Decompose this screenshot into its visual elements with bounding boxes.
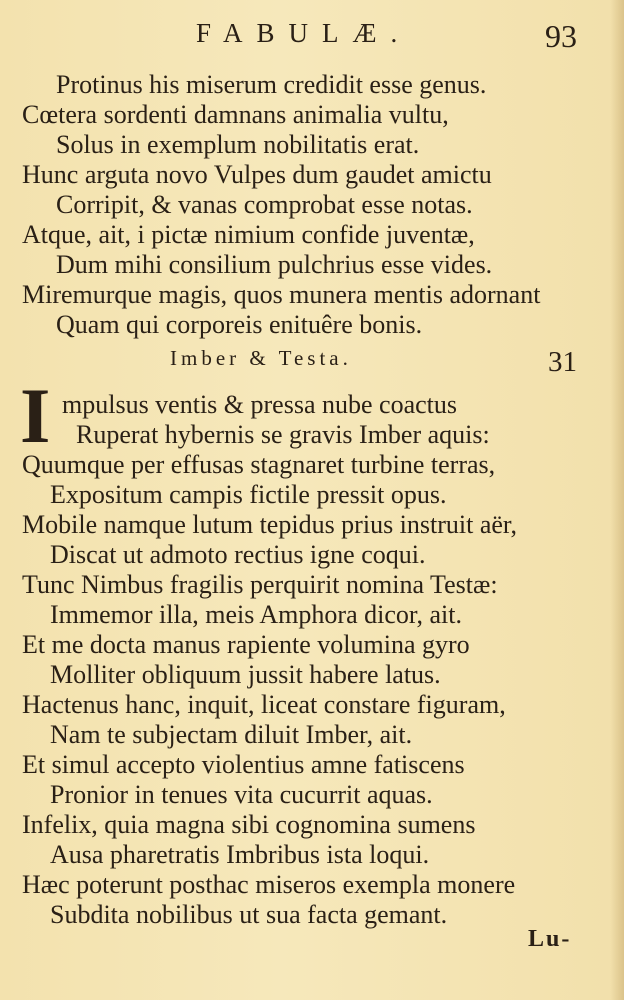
verse-line: Infelix, quia magna sibi cognomina sumens xyxy=(22,810,476,839)
verse-line: Hactenus hanc, inquit, liceat constare figuram, xyxy=(22,690,506,719)
verse-line: mpulsus ventis & pressa nube coactus xyxy=(62,390,457,419)
verse-line: Solus in exemplum nobilitatis erat. xyxy=(56,130,420,159)
page-number: 93 xyxy=(545,18,577,54)
verse-line: Discat ut admoto rectius igne coqui. xyxy=(50,540,426,569)
verse-line: Ruperat hybernis se gravis Imber aquis: xyxy=(76,420,490,449)
running-head xyxy=(0,14,624,54)
verse-line: Nam te subjectam diluit Imber, ait. xyxy=(50,720,413,749)
verse-line: Et me docta manus rapiente volumina gyro xyxy=(22,630,470,659)
verse-line: Corripit, & vanas comprobat esse notas. xyxy=(56,190,473,219)
verse-line: Dum mihi consilium pulchrius esse vides. xyxy=(56,250,493,279)
verse-line: Expositum campis fictile pressit opus. xyxy=(50,480,447,509)
verse-line: Ausa pharetratis Imbribus ista loqui. xyxy=(50,840,430,869)
verse-line: Quumque per effusas stagnaret turbine terras, xyxy=(22,450,496,479)
fable-title: Imber & Testa. xyxy=(170,346,352,370)
verse-line: Cœtera sordenti damnans animalia vultu, xyxy=(22,100,449,129)
verse-line: Mobile namque lutum tepidus prius instruit aër, xyxy=(22,510,518,539)
page-edge-shadow xyxy=(610,0,624,1000)
verse-line: Molliter obliquum jussit habere latus. xyxy=(50,660,441,689)
verse-line: Tunc Nimbus fragilis perquirit nomina Testæ: xyxy=(22,570,498,599)
verse-line: Hunc arguta novo Vulpes dum gaudet amictu xyxy=(22,160,492,189)
verse-line: Pronior in tenues vita cucurrit aquas. xyxy=(50,780,433,809)
verse-line: Protinus his miserum credidit esse genus. xyxy=(56,70,487,99)
verse-line: Miremurque magis, quos munera mentis adornant xyxy=(22,280,541,309)
catchword: Lu- xyxy=(528,926,572,952)
verse-line: Atque, ait, i pictæ nimium confide juventæ, xyxy=(22,220,475,249)
running-head-title: FABULÆ. xyxy=(196,18,412,48)
verse-line: Subdita nobilibus ut sua facta gemant. xyxy=(50,900,448,929)
verse-line: Hæc poterunt posthac miseros exempla monere xyxy=(22,870,516,899)
verse-line: Et simul accepto violentius amne fatiscens xyxy=(22,750,465,779)
verse-line: Quam qui corporeis enituêre bonis. xyxy=(56,310,423,339)
verse-line: Immemor illa, meis Amphora dicor, ait. xyxy=(50,600,462,629)
fable-number: 31 xyxy=(548,346,577,378)
drop-cap: I xyxy=(20,372,51,459)
